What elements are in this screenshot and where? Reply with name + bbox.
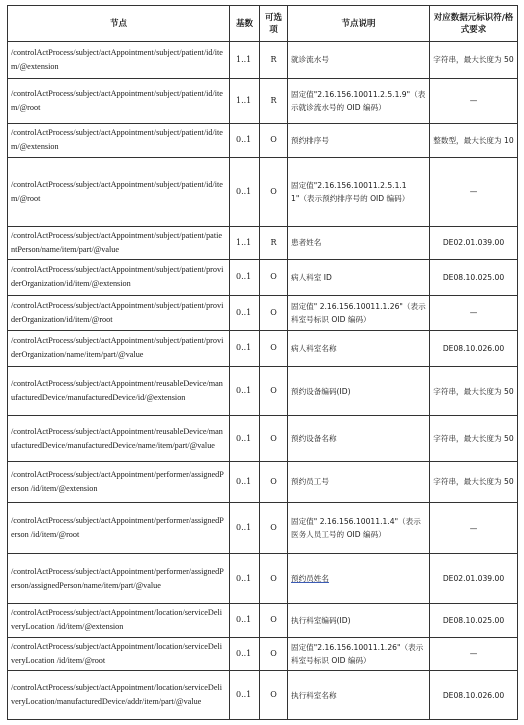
cell-data-element-text: — (469, 187, 478, 197)
cell-cardinality-text: 0..1 (236, 386, 252, 396)
cell-description-text: 固定值"2.16.156.10011.1.26"（表示科室号标识 OID 编码） (291, 642, 424, 665)
cell-optional (260, 502, 288, 554)
cell-description (288, 671, 430, 720)
cell-cardinality-text: 0..1 (236, 690, 252, 700)
cell-node-text: /controlActProcess/subject/actAppointment/reusableDevice/manufacturedDevice/manufacturedDevice/name/item/part/@value (11, 426, 223, 450)
cell-optional-text: O (270, 690, 277, 700)
cell-description (288, 42, 430, 79)
cell-data-element (430, 331, 518, 367)
cell-data-element-text: DE08.10.025.00 (442, 615, 505, 625)
table-row (8, 416, 518, 462)
cell-description (288, 366, 430, 416)
cell-description-text: 就诊流水号 (291, 55, 329, 65)
cell-cardinality-text: 0..1 (236, 186, 252, 196)
cell-data-element-text: DE02.01.039.00 (442, 238, 505, 248)
cell-optional (260, 295, 288, 331)
cell-node (8, 462, 230, 503)
table-row (8, 42, 518, 79)
cell-node-text: /controlActProcess/subject/actAppointment/subject/patient/providerOrganization/name/item/part/@value (11, 336, 224, 360)
header-description: 节点说明 (288, 6, 430, 42)
cell-node-text: /controlActProcess/subject/actAppointment/subject/patient/id/item/@extension (11, 128, 223, 152)
cell-data-element-text: 字符串，最大长度为 50 (433, 55, 514, 65)
cell-optional-text: R (270, 95, 277, 105)
cell-cardinality-text: 0..1 (236, 573, 252, 583)
cell-node-text: /controlActProcess/subject/actAppointment/subject/patient/id/item/@extension (11, 47, 223, 71)
cell-cardinality (230, 226, 260, 259)
cell-optional-text: O (270, 307, 277, 317)
cell-data-element (430, 604, 518, 637)
cell-cardinality-text: 0..1 (236, 433, 252, 443)
cell-data-element-text: DE02.01.039.00 (442, 574, 505, 584)
cell-node (8, 124, 230, 157)
cell-node (8, 604, 230, 637)
cell-node-text: /controlActProcess/subject/actAppointment/location/serviceDeliveryLocation /id/item/@root (11, 641, 222, 665)
cell-optional (260, 604, 288, 637)
cell-optional (260, 462, 288, 503)
cell-optional-text: O (270, 186, 277, 196)
cell-optional-text: O (270, 615, 277, 625)
cell-description (288, 295, 430, 331)
cell-description (288, 416, 430, 462)
cell-data-element-text: 字符串，最大长度为 50 (433, 386, 514, 396)
cell-node-text: /controlActProcess/subject/actAppointment/performer/assignedPerson /id/item/@extension (11, 469, 224, 493)
cell-data-element (430, 462, 518, 503)
table-row (8, 462, 518, 503)
cell-cardinality (230, 416, 260, 462)
cell-cardinality-text: 0..1 (236, 343, 252, 353)
cell-data-element (430, 78, 518, 124)
table-row (8, 366, 518, 416)
table-row (8, 604, 518, 637)
cell-cardinality-text: 1..1 (236, 237, 252, 247)
cell-data-element-text: 字符串，最大长度为 50 (433, 434, 514, 444)
cell-cardinality-text: 1..1 (236, 54, 252, 64)
cell-optional (260, 226, 288, 259)
cell-node-text: /controlActProcess/subject/actAppointment/performer/assignedPerson/assignedPerson/name/item/part/@value (11, 566, 224, 590)
cell-cardinality (230, 502, 260, 554)
cell-description (288, 554, 430, 604)
cell-data-element (430, 502, 518, 554)
cell-description (288, 502, 430, 554)
cell-data-element (430, 637, 518, 670)
cell-data-element (430, 295, 518, 331)
cell-node-text: /controlActProcess/subject/actAppointment/subject/patient/id/item/@root (11, 179, 223, 203)
cell-cardinality (230, 78, 260, 124)
cell-description-text: 病人科室名称 (291, 343, 337, 353)
cell-optional-text: O (270, 476, 277, 486)
cell-node (8, 637, 230, 670)
cell-cardinality-text: 0..1 (236, 648, 252, 658)
cell-optional-text: O (270, 386, 277, 396)
header-optional: 可选项 (260, 6, 288, 42)
cell-optional-text: O (270, 135, 277, 145)
cell-description-text: 固定值" 2.16.156.10011.1.26"（表示科室号标识 OID 编码） (291, 301, 426, 324)
cell-data-element (430, 671, 518, 720)
cell-data-element-text: — (469, 523, 478, 533)
cell-description (288, 157, 430, 226)
cell-node (8, 260, 230, 296)
cell-optional (260, 42, 288, 79)
cell-description-text: 患者姓名 (291, 238, 322, 248)
cell-data-element-text: DE08.10.025.00 (442, 272, 505, 282)
cell-data-element-text: — (469, 96, 478, 106)
cell-optional (260, 331, 288, 367)
cell-optional (260, 554, 288, 604)
cell-node (8, 295, 230, 331)
cell-node-text: /controlActProcess/subject/actAppointment/subject/patient/patientPerson/name/item/part/@value (11, 230, 223, 254)
cell-data-element-text: — (469, 649, 478, 659)
cell-optional-text: O (270, 272, 277, 282)
cell-data-element (430, 157, 518, 226)
cell-cardinality (230, 331, 260, 367)
table-row (8, 331, 518, 367)
cell-data-element-text: 字符串，最大长度为 50 (433, 477, 514, 487)
cell-cardinality (230, 366, 260, 416)
table-row (8, 157, 518, 226)
cell-data-element (430, 124, 518, 157)
cell-description (288, 604, 430, 637)
cell-description-text: 执行科室名称 (291, 690, 337, 700)
cell-cardinality (230, 124, 260, 157)
cell-cardinality-text: 0..1 (236, 476, 252, 486)
cell-node-text: /controlActProcess/subject/actAppointment/location/serviceDeliveryLocation /id/item/@extension (11, 608, 222, 632)
cell-cardinality (230, 554, 260, 604)
cell-node (8, 42, 230, 79)
cell-optional (260, 78, 288, 124)
table-row (8, 671, 518, 720)
cell-description-text: 固定值" 2.16.156.10011.1.4"（表示医务人员工号的 OID 编码） (291, 517, 421, 540)
cell-optional-text: R (270, 237, 277, 247)
cell-optional (260, 416, 288, 462)
cell-cardinality-text: 1..1 (236, 95, 252, 105)
cell-cardinality-text: 0..1 (236, 523, 252, 533)
cell-node (8, 366, 230, 416)
cell-cardinality (230, 42, 260, 79)
table-row (8, 502, 518, 554)
cell-optional-text: O (270, 433, 277, 443)
cell-description (288, 260, 430, 296)
cell-description-text: 预约设备编码(ID) (291, 386, 351, 396)
cell-data-element (430, 226, 518, 259)
cell-data-element (430, 366, 518, 416)
cell-node-text: /controlActProcess/subject/actAppointment/reusableDevice/manufacturedDevice/manufacturedDevice/id/@extension (11, 379, 223, 403)
cell-description (288, 124, 430, 157)
cell-description (288, 226, 430, 259)
cell-cardinality (230, 295, 260, 331)
cell-description (288, 637, 430, 670)
cell-data-element (430, 260, 518, 296)
cell-description-text: 执行科室编码(ID) (291, 615, 351, 625)
cell-node (8, 671, 230, 720)
cell-node-text: /controlActProcess/subject/actAppointment/subject/patient/providerOrganization/id/item/@root (11, 300, 224, 324)
cell-description-text: 病人科室 ID (291, 272, 332, 282)
table-row (8, 295, 518, 331)
cell-description-text: 固定值"2.16.156.10011.2.5.1.9"（表示就诊流水号的 OID 编码） (291, 89, 426, 112)
cell-cardinality (230, 604, 260, 637)
cell-cardinality (230, 637, 260, 670)
cell-optional-text: R (270, 54, 277, 64)
cell-cardinality (230, 671, 260, 720)
cell-optional (260, 366, 288, 416)
cell-data-element-text: DE08.10.026.00 (442, 343, 505, 353)
cell-node (8, 502, 230, 554)
table-row (8, 637, 518, 670)
cell-data-element (430, 416, 518, 462)
cell-description-text: 预约排序号 (291, 135, 329, 145)
cell-node-text: /controlActProcess/subject/actAppointment/performer/assignedPerson /id/item/@root (11, 516, 224, 540)
cell-cardinality-text: 0..1 (236, 135, 252, 145)
cell-optional-text: O (270, 648, 277, 658)
cell-description-text: 预约员姓名 (291, 574, 329, 584)
table-row (8, 260, 518, 296)
cell-cardinality (230, 157, 260, 226)
table-header-row (8, 6, 518, 42)
cell-cardinality (230, 462, 260, 503)
cell-data-element-text: 整数型，最大长度为 10 (433, 135, 514, 145)
cell-node-text: /controlActProcess/subject/actAppointment/subject/patient/id/item/@root (11, 88, 223, 112)
cell-optional (260, 671, 288, 720)
cell-description (288, 462, 430, 503)
cell-description (288, 331, 430, 367)
cell-node (8, 416, 230, 462)
cell-optional (260, 637, 288, 670)
cell-data-element-text: — (469, 308, 478, 318)
cell-data-element (430, 554, 518, 604)
table-row (8, 78, 518, 124)
cell-node (8, 331, 230, 367)
header-node: 节点 (8, 6, 230, 42)
cell-optional (260, 260, 288, 296)
node-spec-table (7, 5, 518, 720)
cell-optional (260, 157, 288, 226)
cell-data-element (430, 42, 518, 79)
cell-optional-text: O (270, 573, 277, 583)
header-cardinality: 基数 (230, 6, 260, 42)
cell-node-text: /controlActProcess/subject/actAppointment/subject/patient/providerOrganization/id/item/@extension (11, 265, 224, 289)
table-body (8, 42, 518, 720)
cell-node (8, 157, 230, 226)
cell-optional (260, 124, 288, 157)
cell-description (288, 78, 430, 124)
cell-description-text: 固定值"2.16.156.10011.2.5.1.11"（表示预约排序号的 OID 编码） (291, 180, 410, 203)
table-row (8, 124, 518, 157)
cell-node (8, 226, 230, 259)
cell-cardinality-text: 0..1 (236, 272, 252, 282)
header-data-element: 对应数据元标识符/格式要求 (430, 6, 518, 42)
cell-cardinality-text: 0..1 (236, 307, 252, 317)
cell-node-text: /controlActProcess/subject/actAppointment/location/serviceDeliveryLocation/manufacturedDevice/addr/item/part/@value (11, 683, 222, 707)
cell-description-text: 预约设备名称 (291, 434, 337, 444)
table-row (8, 226, 518, 259)
cell-optional-text: O (270, 523, 277, 533)
cell-cardinality-text: 0..1 (236, 615, 252, 625)
cell-cardinality (230, 260, 260, 296)
table-row (8, 554, 518, 604)
cell-description-text: 预约员工号 (291, 477, 329, 487)
cell-node (8, 78, 230, 124)
cell-data-element-text: DE08.10.026.00 (442, 690, 505, 700)
cell-optional-text: O (270, 343, 277, 353)
cell-node (8, 554, 230, 604)
